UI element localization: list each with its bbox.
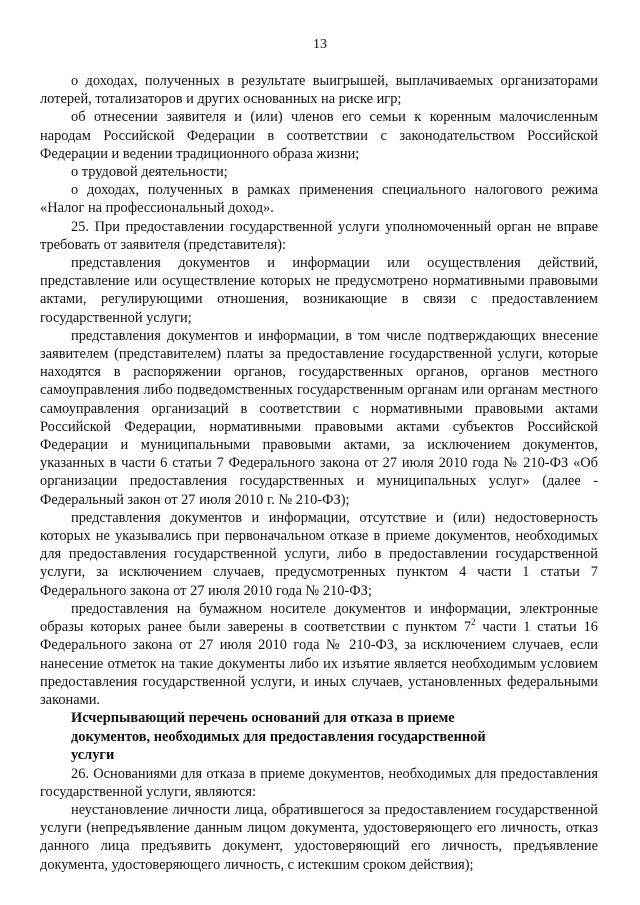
paragraph-documents-held-by-agencies: представления документов и информации, в том числе подтверждающих внесение заявителем (представителем) платы за предоставление государственной услуги, которые находятся в распоряжении органов, государственных органов, органов местного самоуправления либо подведомственных государственным органам или органам местного самоуправления организаций в соответствии с нормативными правовыми актами Российской Федерации, нормативными правовыми актами субъектов Российской Федерации и муниципальными правовыми актами, за исключением документов, указанных в части 6 статьи 7 Федерального закона от 27 июля 2010 года № 210-ФЗ «Об организации предоставления государственных и муниципальных услуг» (далее - Федеральный закон от 27 июля 2010 г. № 210-ФЗ); xyxy=(40,327,598,508)
superscript-2: 2 xyxy=(471,617,476,628)
paragraph-professional-income-tax: о доходах, полученных в рамках применения специального налогового режима «Налог на профессиональный доход». xyxy=(40,182,598,217)
paragraph-actions-not-required: представления документов и информации или осуществления действий, представление или осуществление которых не предусмотрено нормативными правовыми актами, регулирующими отношения, возникающие в связи с предоставлением государственной услуги; xyxy=(40,255,598,326)
paper-documents-text-start: предоставления на бумажном носителе документов и информации, электронные образы которых ранее были заверены в соответствии с пунктом 7 xyxy=(40,600,598,636)
section-heading-line-1: Исчерпывающий перечень оснований для отказа в приеме xyxy=(71,710,455,727)
paragraph-not-indicated-on-refusal: представления документов и информации, отсутствие и (или) недостоверность которых не указывались при первоначальном отказе в приеме документов, необходимых для предоставления государственной услуги, либо в предоставлении государственной услуги, за исключением случаев, предусмотренных пунктом 4 части 1 статьи 7 Федерального закона от 27 июля 2010 года № 210-ФЗ; xyxy=(40,509,598,599)
paper-documents-text-end: части 1 статьи 16 Федерального закона от 27 июля 2010 года № 210-ФЗ, за исключением случаев, если нанесение отметок на такие документы либо их изъятие является необходимым условием предоставления государственной услуги, и иных случаев, установленных федеральными законами. xyxy=(40,619,598,708)
section-heading-line-2: документов, необходимых для предоставления государственной xyxy=(71,728,486,745)
paragraph-clause-26: 26. Основаниями для отказа в приеме документов, необходимых для предоставления государственной услуги, являются: xyxy=(40,765,598,800)
paragraph-indigenous-peoples: об отнесении заявителя и (или) членов его семьи к коренным малочисленным народам Российской Федерации в соответствии с законодательством Российской Федерации и ведении традиционного образа жизни; xyxy=(40,109,598,162)
paragraph-paper-documents xyxy=(40,600,598,709)
section-heading-line-3: услуги xyxy=(71,747,115,764)
paragraph-labor-activity: о трудовой деятельности; xyxy=(71,164,228,181)
section-heading xyxy=(40,709,598,765)
page-number: 13 xyxy=(313,37,327,52)
document-body xyxy=(40,72,598,874)
paragraph-identity-not-established: неустановление личности лица, обратившегося за предоставлением государственной услуги (непредъявление данным лицом документа, удостоверяющего его личность, отказ данного лица предъявить документ, удостоверяющий его личность, предъявление документа, удостоверяющего личность, с истекшим сроком действия); xyxy=(40,802,598,873)
paragraph-lottery-income: о доходах, полученных в результате выигрышей, выплачиваемых организаторами лотерей, тотализаторов и других основанных на риске игр; xyxy=(40,73,598,108)
paragraph-clause-25: 25. При предоставлении государственной услуги уполномоченный орган не вправе требовать от заявителя (представителя): xyxy=(40,218,598,253)
